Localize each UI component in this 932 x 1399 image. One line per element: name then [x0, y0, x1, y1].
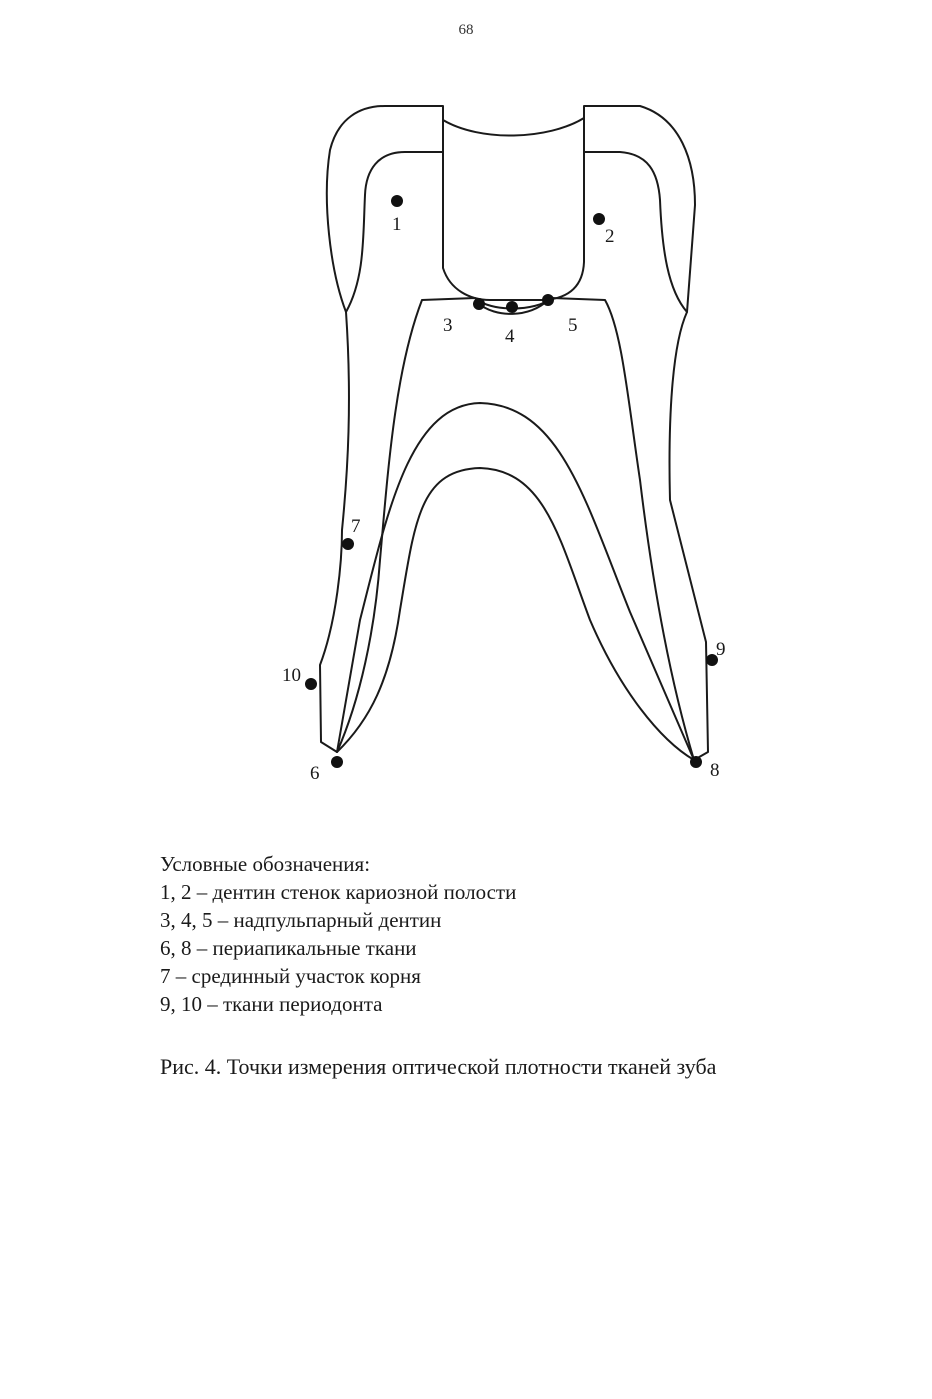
legend-item: 3, 4, 5 – надпульпарный дентин — [160, 908, 442, 932]
measure-point-5 — [542, 294, 554, 306]
legend-item: 6, 8 – периапикальные ткани — [160, 936, 417, 960]
point-label-4: 4 — [505, 326, 515, 347]
measure-point-1 — [391, 195, 403, 207]
point-label-6: 6 — [310, 763, 320, 784]
measure-point-8 — [690, 756, 702, 768]
enamel-boundary-right — [584, 152, 687, 312]
measure-point-4 — [506, 301, 518, 313]
legend-item: 7 – срединный участок корня — [160, 964, 421, 988]
legend-item: 1, 2 – дентин стенок кариозной полости — [160, 880, 517, 904]
point-label-7: 7 — [351, 516, 361, 537]
measure-point-6 — [331, 756, 343, 768]
point-label-5: 5 — [568, 315, 578, 336]
legend-item: 9, 10 – ткани периодонта — [160, 992, 383, 1016]
measure-point-7 — [342, 538, 354, 550]
measure-point-2 — [593, 213, 605, 225]
legend — [160, 850, 516, 1018]
pulp-chamber-outer — [337, 298, 694, 760]
point-label-1: 1 — [392, 214, 402, 235]
point-label-3: 3 — [443, 315, 453, 336]
point-label-10: 10 — [282, 665, 301, 686]
legend-title: Условные обозначения: — [160, 852, 371, 876]
carious-cavity — [443, 118, 584, 300]
figure-caption: Рис. 4. Точки измерения оптической плотности тканей зуба — [160, 1054, 717, 1079]
point-label-9: 9 — [716, 639, 726, 660]
measure-point-10 — [305, 678, 317, 690]
point-label-2: 2 — [605, 226, 615, 247]
page-number: 68 — [458, 22, 474, 38]
pulp-canal-inner — [337, 468, 694, 760]
measure-point-3 — [473, 298, 485, 310]
tooth-outer-contour — [320, 106, 708, 760]
point-label-8: 8 — [710, 760, 720, 781]
